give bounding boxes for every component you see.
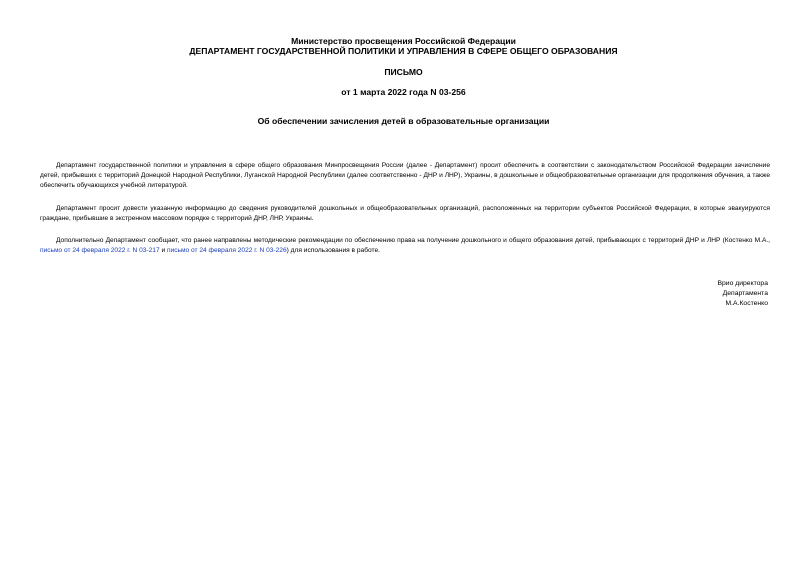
department-name: ДЕПАРТАМЕНТ ГОСУДАРСТВЕННОЙ ПОЛИТИКИ И УПРАВЛЕНИЯ В СФЕРЕ ОБЩЕГО ОБРАЗОВАНИЯ <box>189 46 618 56</box>
letter-link-03-217[interactable]: письмо от 24 февраля 2022 г. N 03-217 <box>40 247 160 254</box>
paragraph-3-text-end: ) для использования в работе. <box>286 247 380 254</box>
paragraph-3-text-mid: и <box>159 247 167 254</box>
paragraph-3-text-start: Дополнительно Департамент сообщает, что ранее направлены методические рекомендации по обеспечению права на получение дошкольного и общего образования детей, прибывающих с территорий ДНР и ЛНР (Костенко М.А., <box>56 236 770 244</box>
document-date-number: от 1 марта 2022 года N 03-256 <box>341 87 466 97</box>
letter-link-03-226[interactable]: письмо от 24 февраля 2022 г. N 03-226 <box>167 247 287 254</box>
signature-position-line-2: Департамента <box>722 290 768 297</box>
body-paragraph-3 <box>40 236 770 257</box>
document-title: Об обеспечении зачисления детей в образовательные организации <box>257 116 550 126</box>
document-type: ПИСЬМО <box>384 67 423 77</box>
body-paragraph-1: Департамент государственной политики и управления в сфере общего образования Минпросвещения России (далее - Департамент) просит обеспечить в соответствии с законодательством Российской Федерации зачисление детей, прибывших с территорий Донецкой Народной Республики, Луганской Народной Республики (далее соответственно - ДНР и ЛНР), Украины, в дошкольные и общеобразовательные организации для продолжения обучения, а также обеспечить обучающихся учебной литературой. <box>40 161 770 190</box>
signature-position-line-1: Врио директора <box>717 280 768 287</box>
ministry-name: Министерство просвещения Российской Федерации <box>291 36 516 46</box>
signature-name: М.А.Костенко <box>725 300 768 307</box>
body-paragraph-2: Департамент просит довести указанную информацию до сведения руководителей дошкольных и общеобразовательных организаций, расположенных на территории субъектов Российской Федерации, в которые эвакуируются граждане, прибывшие в экстренном массовом порядке с территорий ДНР, ЛНР, Украины. <box>40 204 770 222</box>
